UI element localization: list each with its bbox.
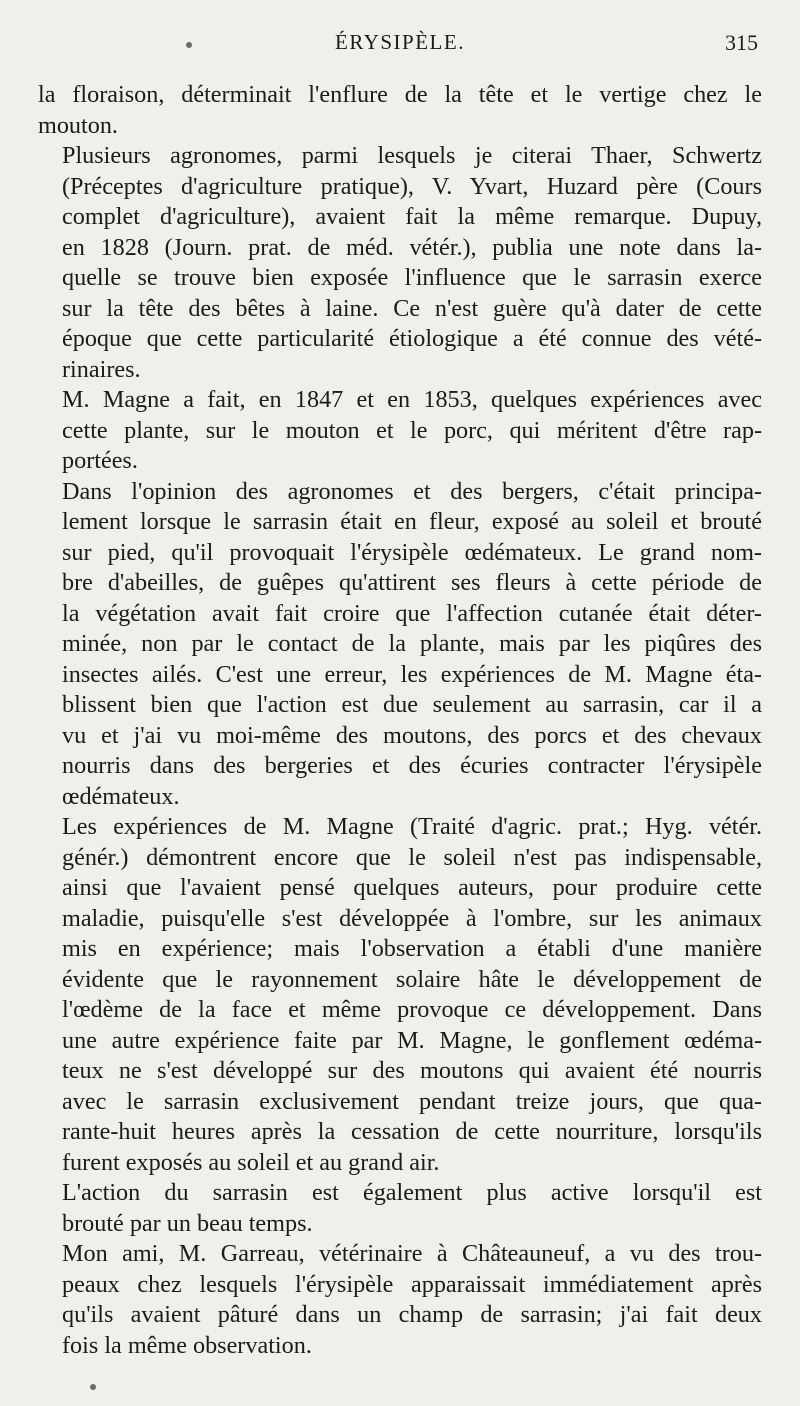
text-line: la végétation avait fait croire que l'affection cutanée était déter- bbox=[62, 599, 762, 627]
text-line: maladie, puisqu'elle s'est développée à l'ombre, sur les animaux bbox=[62, 904, 762, 932]
running-title: ÉRYSIPÈLE. bbox=[335, 30, 465, 54]
text-line: L'action du sarrasin est également plus active lorsqu'il est bbox=[62, 1179, 762, 1206]
paragraph bbox=[38, 1178, 762, 1239]
text-line: mouton. bbox=[38, 111, 118, 139]
text-line: quelle se trouve bien exposée l'influence que le sarrasin exerce bbox=[62, 264, 762, 291]
text-line: Plusieurs agronomes, parmi lesquels je citerai Thaer, Schwertz bbox=[62, 142, 762, 169]
text-line: teux ne s'est développé sur des moutons qui avaient été nourris bbox=[62, 1057, 762, 1084]
text-line: peaux chez lesquels l'érysipèle apparaissait immédiatement après bbox=[62, 1270, 762, 1298]
paragraph bbox=[38, 80, 762, 141]
text-line: l'œdème de la face et même provoque ce développement. Dans bbox=[62, 996, 762, 1023]
body-text bbox=[38, 80, 762, 1361]
text-line: évidente que le rayonnement solaire hâte le développement de bbox=[62, 965, 762, 993]
paragraph bbox=[38, 477, 762, 813]
text-line: furent exposés au soleil et au grand air. bbox=[62, 1148, 440, 1176]
paragraph bbox=[38, 141, 762, 385]
paragraph bbox=[38, 385, 762, 477]
text-line: bre d'abeilles, de guêpes qu'attirent ses fleurs à cette période de bbox=[62, 569, 762, 596]
text-line: rinaires. bbox=[62, 355, 141, 383]
text-line: cette plante, sur le mouton et le porc, qui méritent d'être rap- bbox=[62, 416, 762, 444]
text-line: la floraison, déterminait l'enflure de la tête et le vertige chez le bbox=[38, 81, 762, 108]
text-line: en 1828 (Journ. prat. de méd. vétér.), publia une note dans la- bbox=[62, 233, 762, 261]
text-line: minée, non par le contact de la plante, mais par les piqûres des bbox=[62, 630, 762, 657]
text-line: brouté par un beau temps. bbox=[62, 1209, 313, 1237]
text-line: sur pied, qu'il provoquait l'érysipèle œdémateux. Le grand nom- bbox=[62, 538, 762, 566]
text-line: Mon ami, M. Garreau, vétérinaire à Châteauneuf, a vu des trou- bbox=[62, 1240, 762, 1267]
text-line: (Préceptes d'agriculture pratique), V. Yvart, Huzard père (Cours bbox=[62, 172, 762, 200]
page-number: 315 bbox=[725, 30, 758, 55]
text-line: portées. bbox=[62, 447, 138, 474]
text-line: lement lorsque le sarrasin était en fleur, exposé au soleil et brouté bbox=[62, 508, 762, 535]
text-line: M. Magne a fait, en 1847 et en 1853, quelques expériences avec bbox=[62, 386, 762, 413]
text-line: blissent bien que l'action est due seulement au sarrasin, car il a bbox=[62, 691, 762, 718]
text-line: complet d'agriculture), avaient fait la même remarque. Dupuy, bbox=[62, 203, 762, 230]
text-line: vu et j'ai vu moi-même des moutons, des porcs et des chevaux bbox=[62, 721, 762, 749]
running-header bbox=[0, 30, 800, 70]
text-line: fois la même observation. bbox=[62, 1331, 312, 1359]
print-speck bbox=[90, 1384, 96, 1390]
print-speck bbox=[186, 42, 192, 48]
text-line: sur la tête des bêtes à laine. Ce n'est guère qu'à dater de cette bbox=[62, 294, 762, 322]
text-line: une autre expérience faite par M. Magne, le gonflement œdéma- bbox=[62, 1026, 762, 1054]
text-line: œdémateux. bbox=[62, 782, 180, 810]
text-line: Les expériences de M. Magne (Traité d'agric. prat.; Hyg. vétér. bbox=[62, 813, 762, 840]
text-line: nourris dans des bergeries et des écuries contracter l'érysipèle bbox=[62, 752, 762, 779]
text-line: ainsi que l'avaient pensé quelques auteurs, pour produire cette bbox=[62, 874, 762, 901]
text-line: insectes ailés. C'est une erreur, les expériences de M. Magne éta- bbox=[62, 660, 762, 688]
text-line: époque que cette particularité étiologique a été connue des vété- bbox=[62, 325, 762, 352]
text-line: avec le sarrasin exclusivement pendant treize jours, que qua- bbox=[62, 1087, 762, 1115]
text-line: mis en expérience; mais l'observation a établi d'une manière bbox=[62, 935, 762, 962]
paragraph bbox=[38, 1239, 762, 1361]
text-line: génér.) démontrent encore que le soleil n'est pas indispensable, bbox=[62, 843, 762, 871]
text-line: qu'ils avaient pâturé dans un champ de sarrasin; j'ai fait deux bbox=[62, 1301, 762, 1328]
text-line: Dans l'opinion des agronomes et des bergers, c'était principa- bbox=[62, 477, 762, 505]
paragraph bbox=[38, 812, 762, 1178]
text-line: rante-huit heures après la cessation de cette nourriture, lorsqu'ils bbox=[62, 1118, 762, 1145]
